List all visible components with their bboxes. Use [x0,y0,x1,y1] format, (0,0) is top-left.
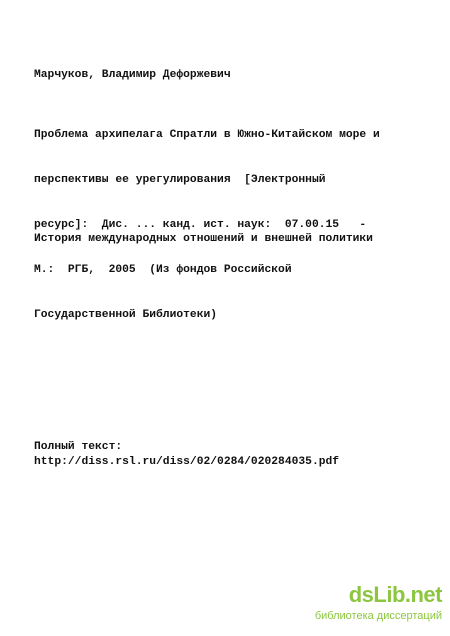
fulltext-link[interactable]: http://diss.rsl.ru/diss/02/0284/020284035.pdf [34,456,340,468]
title-line: перспективы ее урегулирования [Электронный [34,174,326,186]
subject-heading: История международных отношений и внешней политики [34,233,373,245]
dslib-watermark-logo [282,582,442,628]
author-name: Марчуков, Владимир Дефоржевич [34,69,231,81]
title-line: ресурс]: Дис. ... канд. ист. наук: 07.00.15 - [34,219,367,231]
title-line: Проблема архипелага Спратли в Южно-Китайском море и [34,129,380,141]
title-line: М.: РГБ, 2005 (Из фондов Российской [34,264,292,276]
watermark-brand: dsLib.net [348,582,442,607]
fulltext-label: Полный текст: [34,441,123,453]
watermark-tagline: библиотека диссертаций [314,610,442,622]
title-line: Государственной Библиотеки) [34,309,218,321]
bibliographic-title [34,98,380,353]
